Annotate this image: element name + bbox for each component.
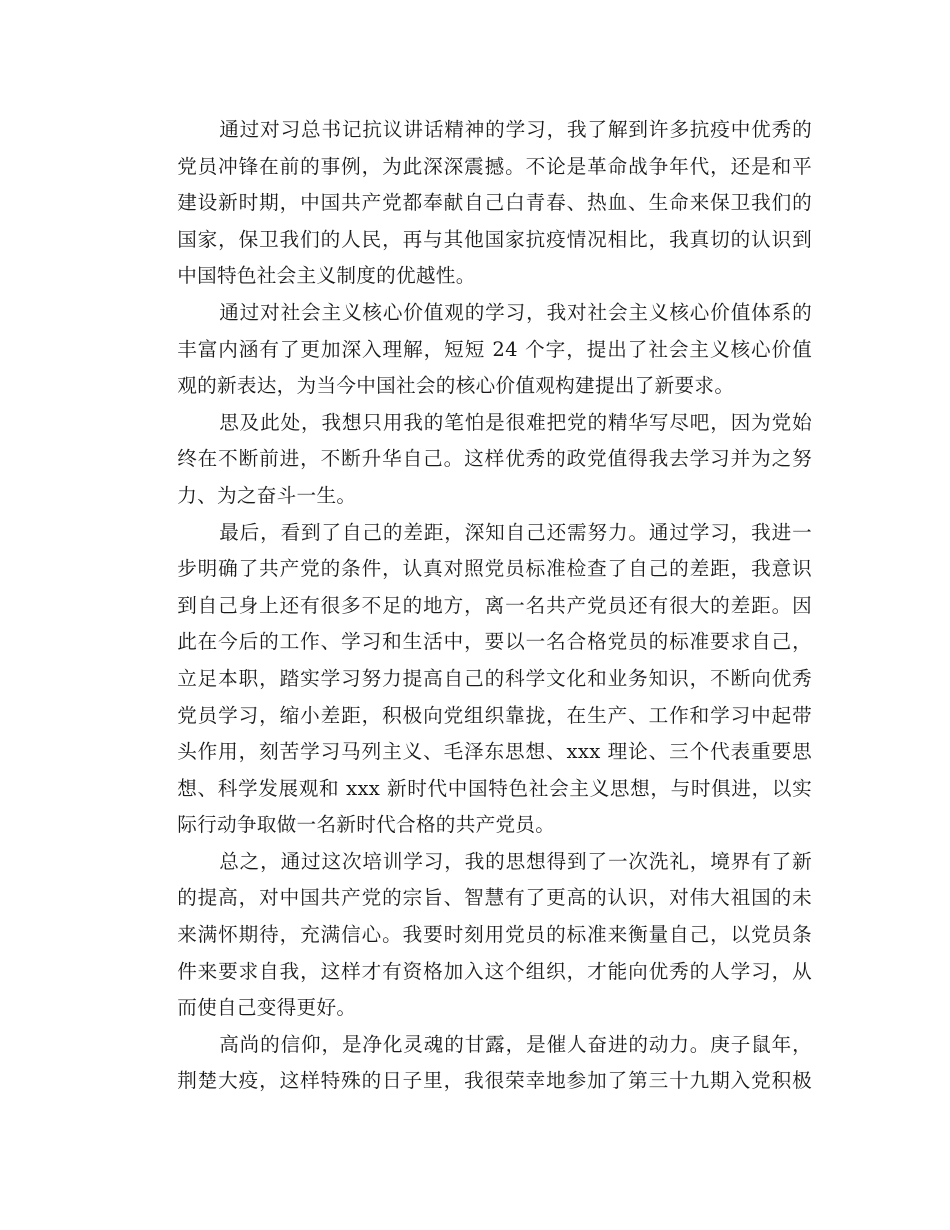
paragraph-5-line-4: 件来要求自我，这样才有资格加入这个组织，才能向优秀的人学习，从 (177, 959, 812, 983)
paragraph-4-line-5: 立足本职，踏实学习努力提高自己的科学文化和业务知识，不断向优秀 (177, 666, 812, 690)
paragraph-2-line-2: 丰富内涵有了更加深入理解，短短 24 个字，提出了社会主义核心价值 (177, 337, 812, 361)
paragraph-4-line-2: 步明确了共产党的条件，认真对照党员标准检查了自己的差距，我意识 (177, 557, 812, 581)
paragraph-4 (138, 515, 812, 844)
paragraph-2-line-1: 通过对社会主义核心价值观的学习，我对社会主义核心价值体系的 (219, 300, 812, 324)
paragraph-4-line-7: 头作用，刻苦学习马列主义、毛泽东思想、xxx 理论、三个代表重要思 (177, 740, 812, 764)
paragraph-2 (138, 295, 812, 405)
paragraph-4-line-1: 最后，看到了自己的差距，深知自己还需努力。通过学习，我进一 (219, 520, 812, 544)
paragraph-5-line-5: 而使自己变得更好。 (177, 996, 357, 1020)
paragraph-1-line-3: 建设新时期，中国共产党都奉献自己白青春、热血、生命来保卫我们的 (177, 191, 812, 215)
paragraph-1-line-5: 中国特色社会主义制度的优越性。 (177, 264, 476, 288)
paragraph-4-line-8: 想、科学发展观和 xxx 新时代中国特色社会主义思想，与时俱进，以实 (177, 776, 812, 800)
paragraph-5-line-1: 总之，通过这次培训学习，我的思想得到了一次洗礼，境界有了新 (219, 849, 812, 873)
paragraph-1 (138, 112, 812, 295)
paragraph-1-line-2: 党员冲锋在前的事例，为此深深震撼。不论是革命战争年代，还是和平 (177, 154, 812, 178)
paragraph-4-line-9: 际行动争取做一名新时代合格的共产党员。 (177, 813, 556, 837)
paragraph-6 (138, 1027, 812, 1100)
paragraph-4-line-4: 此在今后的工作、学习和生活中，要以一名合格党员的标准要求自己， (177, 630, 812, 654)
paragraph-3-line-2: 终在不断前进，不断升华自己。这样优秀的政党值得我去学习并为之努 (177, 447, 812, 471)
paragraph-4-line-3: 到自己身上还有很多不足的地方，离一名共产党员还有很大的差距。因 (177, 593, 812, 617)
paragraph-3-line-1: 思及此处，我想只用我的笔怕是很难把党的精华写尽吧，因为党始 (219, 410, 812, 434)
paragraph-1-line-1: 通过对习总书记抗议讲话精神的学习，我了解到许多抗疫中优秀的 (219, 118, 812, 141)
paragraph-2-line-3: 观的新表达，为当今中国社会的核心价值观构建提出了新要求。 (177, 374, 735, 398)
paragraph-5-line-3: 来满怀期待，充满信心。我要时刻用党员的标准来衡量自己，以党员条 (177, 923, 812, 947)
paragraph-1-line-4: 国家，保卫我们的人民，再与其他国家抗疫情况相比，我真切的认识到 (177, 227, 812, 251)
paragraph-3-line-3: 力、为之奋斗一生。 (177, 483, 357, 507)
paragraph-6-line-1: 高尚的信仰，是净化灵魂的甘露，是催人奋进的动力。庚子鼠年， (219, 1032, 812, 1056)
paragraph-3 (138, 405, 812, 515)
paragraph-5 (138, 844, 812, 1027)
paragraph-4-line-6: 党员学习，缩小差距，积极向党组织靠拢，在生产、工作和学习中起带 (177, 703, 812, 727)
paragraph-6-line-2: 荆楚大疫，这样特殊的日子里，我很荣幸地参加了第三十九期入党积极 (177, 1069, 812, 1093)
document-body (138, 112, 812, 1100)
paragraph-5-line-2: 的提高，对中国共产党的宗旨、智慧有了更高的认识，对伟大祖国的未 (177, 886, 812, 910)
